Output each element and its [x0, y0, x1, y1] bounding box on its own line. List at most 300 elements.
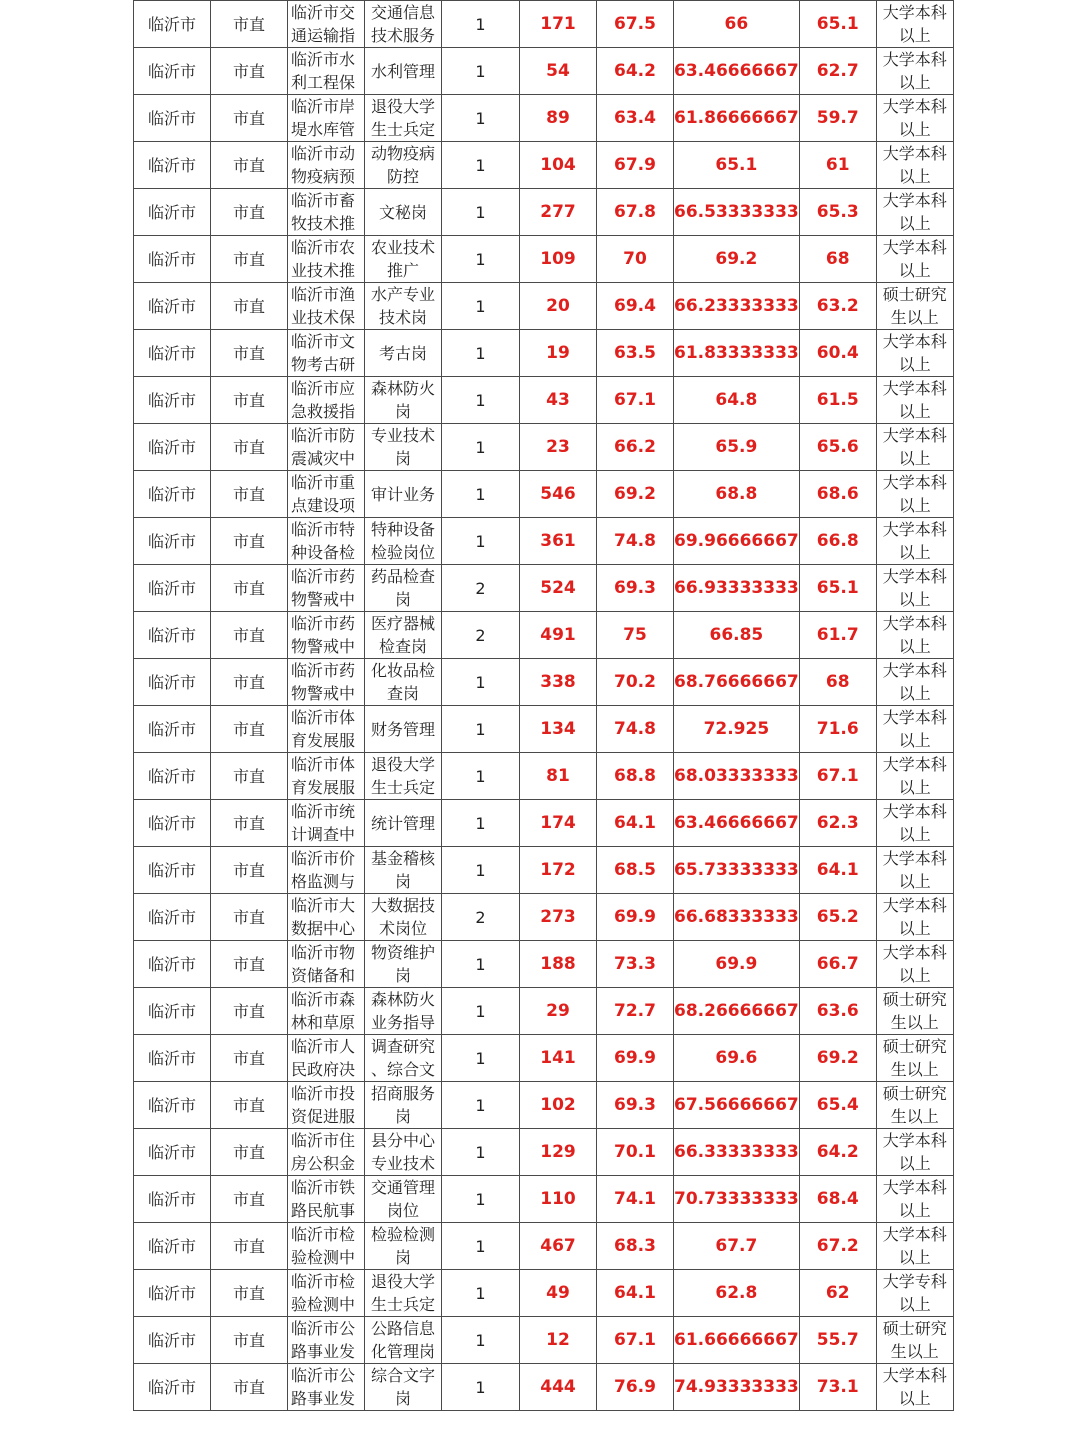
- position-cell: [365, 1129, 442, 1176]
- min-score-cell: 68.6: [799, 471, 876, 518]
- education-cell-line: 生以上: [890, 1107, 939, 1126]
- department-cell-line: 临沂市价: [291, 849, 356, 868]
- position-cell-line: 岗: [394, 1389, 411, 1408]
- position-cell-line: 化管理岗: [370, 1342, 435, 1361]
- min-score-cell: 64.2: [799, 1129, 876, 1176]
- level-cell: 市直: [211, 1317, 288, 1364]
- position-cell-line: 岗: [394, 590, 411, 609]
- quota-cell: 1: [442, 377, 520, 424]
- department-cell-line: 房公积金: [291, 1154, 356, 1173]
- position-cell: [365, 330, 442, 377]
- quota-cell: 1: [442, 988, 520, 1035]
- department-cell: [288, 988, 365, 1035]
- position-cell: [365, 236, 442, 283]
- city-cell: 临沂市: [134, 1129, 211, 1176]
- quota-cell: 1: [442, 471, 520, 518]
- education-cell: [876, 612, 953, 659]
- position-cell-line: 特种设备: [370, 520, 435, 539]
- department-cell-line: 验检测中: [291, 1295, 356, 1314]
- quota-cell: 1: [442, 48, 520, 95]
- applicants-cell: 491: [520, 612, 597, 659]
- department-cell: [288, 236, 365, 283]
- avg-score-cell: 66.53333333: [674, 189, 800, 236]
- department-cell-line: 震减灾中: [291, 449, 356, 468]
- position-cell-line: 推广: [386, 261, 419, 280]
- table-row: [134, 189, 954, 236]
- applicants-cell: 29: [520, 988, 597, 1035]
- department-cell-line: 物警戒中: [291, 590, 356, 609]
- table-row: [134, 847, 954, 894]
- position-cell-line: 物资维护: [370, 943, 435, 962]
- level-cell: 市直: [211, 988, 288, 1035]
- table-row: [134, 565, 954, 612]
- position-cell-line: 考古岗: [378, 343, 427, 363]
- quota-cell: 2: [442, 612, 520, 659]
- quota-cell: 1: [442, 659, 520, 706]
- level-cell: 市直: [211, 1270, 288, 1317]
- education-cell-line: 大学本科: [882, 802, 947, 821]
- education-cell: [876, 142, 953, 189]
- position-cell-line: 检查岗: [378, 637, 427, 656]
- education-cell-line: 大学本科: [882, 755, 947, 774]
- department-cell: [288, 1223, 365, 1270]
- department-cell-line: 临沂市特: [291, 520, 356, 539]
- education-cell-line: 以上: [898, 825, 931, 844]
- position-cell-line: 退役大学: [370, 1272, 435, 1291]
- table-row: [134, 518, 954, 565]
- applicants-cell: 23: [520, 424, 597, 471]
- city-cell: 临沂市: [134, 377, 211, 424]
- position-cell: [365, 1082, 442, 1129]
- max-score-cell: 66.2: [597, 424, 674, 471]
- position-cell-line: 岗: [394, 1107, 411, 1126]
- city-cell: 临沂市: [134, 1270, 211, 1317]
- applicants-cell: 19: [520, 330, 597, 377]
- education-cell-line: 以上: [898, 496, 931, 515]
- education-cell-line: 大学本科: [882, 50, 947, 69]
- quota-cell: 1: [442, 1270, 520, 1317]
- department-cell-line: 物考古研: [291, 355, 356, 374]
- city-cell: 临沂市: [134, 1364, 211, 1411]
- education-cell-line: 以上: [898, 1389, 931, 1408]
- department-cell-line: 物警戒中: [291, 684, 356, 703]
- city-cell: 临沂市: [134, 471, 211, 518]
- education-cell-line: 以上: [898, 449, 931, 468]
- department-cell: [288, 1035, 365, 1082]
- education-cell-line: 以上: [898, 966, 931, 985]
- department-cell-line: 业技术推: [291, 261, 356, 280]
- position-cell-line: 专业技术: [370, 426, 435, 445]
- applicants-cell: 129: [520, 1129, 597, 1176]
- quota-cell: 1: [442, 847, 520, 894]
- position-cell: [365, 612, 442, 659]
- education-cell-line: 大学本科: [882, 473, 947, 492]
- quota-cell: 1: [442, 1129, 520, 1176]
- department-cell-line: 临沂市检: [291, 1272, 356, 1291]
- position-cell-line: 调查研究: [370, 1037, 435, 1056]
- position-cell: [365, 48, 442, 95]
- max-score-cell: 74.8: [597, 706, 674, 753]
- education-cell-line: 以上: [898, 1295, 931, 1314]
- avg-score-cell: 70.73333333: [674, 1176, 800, 1223]
- education-cell-line: 大学本科: [882, 332, 947, 351]
- max-score-cell: 74.1: [597, 1176, 674, 1223]
- table-row: [134, 1, 954, 48]
- applicants-cell: 104: [520, 142, 597, 189]
- avg-score-cell: 66.68333333: [674, 894, 800, 941]
- min-score-cell: 65.2: [799, 894, 876, 941]
- applicants-cell: 89: [520, 95, 597, 142]
- max-score-cell: 69.9: [597, 894, 674, 941]
- department-cell-line: 临沂市药: [291, 567, 356, 586]
- position-cell-line: 统计管理: [370, 813, 435, 833]
- education-cell-line: 大学本科: [882, 426, 947, 445]
- max-score-cell: 64.1: [597, 1270, 674, 1317]
- department-cell-line: 临沂市文: [291, 332, 356, 351]
- department-cell-line: 格监测与: [291, 872, 356, 891]
- position-cell: [365, 1176, 442, 1223]
- max-score-cell: 63.5: [597, 330, 674, 377]
- quota-cell: 1: [442, 142, 520, 189]
- table-row: [134, 1270, 954, 1317]
- max-score-cell: 68.5: [597, 847, 674, 894]
- min-score-cell: 68: [799, 659, 876, 706]
- education-cell-line: 大学本科: [882, 896, 947, 915]
- education-cell-line: 大学本科: [882, 520, 947, 539]
- min-score-cell: 73.1: [799, 1364, 876, 1411]
- min-score-cell: 68: [799, 236, 876, 283]
- avg-score-cell: 69.96666667: [674, 518, 800, 565]
- table-row: [134, 236, 954, 283]
- position-cell: [365, 1270, 442, 1317]
- position-cell-line: 水利管理: [370, 61, 435, 81]
- city-cell: 临沂市: [134, 565, 211, 612]
- education-cell-line: 以上: [898, 355, 931, 374]
- avg-score-cell: 69.9: [674, 941, 800, 988]
- position-cell-line: 水产专业: [370, 285, 435, 304]
- max-score-cell: 69.9: [597, 1035, 674, 1082]
- quota-cell: 1: [442, 236, 520, 283]
- max-score-cell: 63.4: [597, 95, 674, 142]
- min-score-cell: 66.8: [799, 518, 876, 565]
- department-cell-line: 临沂市农: [291, 238, 356, 257]
- position-cell-line: 森林防火: [370, 379, 435, 398]
- education-cell: [876, 1364, 953, 1411]
- education-cell-line: 大学本科: [882, 708, 947, 727]
- department-cell-line: 资促进服: [291, 1107, 356, 1126]
- level-cell: 市直: [211, 95, 288, 142]
- position-cell: [365, 941, 442, 988]
- position-cell: [365, 706, 442, 753]
- position-cell-line: 技术岗: [378, 308, 427, 327]
- level-cell: 市直: [211, 753, 288, 800]
- min-score-cell: 63.2: [799, 283, 876, 330]
- position-cell-line: 术岗位: [378, 919, 427, 938]
- department-cell-line: 临沂市人: [291, 1037, 356, 1056]
- avg-score-cell: 72.925: [674, 706, 800, 753]
- avg-score-cell: 66.23333333: [674, 283, 800, 330]
- avg-score-cell: 63.46666667: [674, 800, 800, 847]
- quota-cell: 1: [442, 1082, 520, 1129]
- quota-cell: 1: [442, 1, 520, 48]
- quota-cell: 1: [442, 424, 520, 471]
- min-score-cell: 61.5: [799, 377, 876, 424]
- min-score-cell: 55.7: [799, 1317, 876, 1364]
- department-cell-line: 点建设项: [291, 496, 356, 515]
- max-score-cell: 69.3: [597, 565, 674, 612]
- city-cell: 临沂市: [134, 424, 211, 471]
- city-cell: 临沂市: [134, 988, 211, 1035]
- education-cell-line: 大学本科: [882, 144, 947, 163]
- quota-cell: 1: [442, 941, 520, 988]
- education-cell: [876, 988, 953, 1035]
- education-cell: [876, 1, 953, 48]
- max-score-cell: 67.5: [597, 1, 674, 48]
- city-cell: 临沂市: [134, 518, 211, 565]
- position-cell-line: 医疗器械: [370, 614, 435, 633]
- department-cell: [288, 1129, 365, 1176]
- table-row: [134, 95, 954, 142]
- department-cell-line: 临沂市物: [291, 943, 356, 962]
- city-cell: 临沂市: [134, 142, 211, 189]
- position-cell: [365, 142, 442, 189]
- max-score-cell: 64.1: [597, 800, 674, 847]
- applicants-cell: 546: [520, 471, 597, 518]
- quota-cell: 1: [442, 518, 520, 565]
- city-cell: 临沂市: [134, 48, 211, 95]
- education-cell-line: 大学本科: [882, 943, 947, 962]
- education-cell: [876, 424, 953, 471]
- level-cell: 市直: [211, 1223, 288, 1270]
- applicants-cell: 524: [520, 565, 597, 612]
- max-score-cell: 74.8: [597, 518, 674, 565]
- min-score-cell: 61.7: [799, 612, 876, 659]
- level-cell: 市直: [211, 565, 288, 612]
- position-cell-line: 大数据技: [370, 896, 435, 915]
- department-cell-line: 临沂市药: [291, 661, 356, 680]
- education-cell-line: 以上: [898, 26, 931, 45]
- avg-score-cell: 67.7: [674, 1223, 800, 1270]
- quota-cell: 1: [442, 1035, 520, 1082]
- education-cell-line: 大学本科: [882, 1178, 947, 1197]
- max-score-cell: 70: [597, 236, 674, 283]
- department-cell-line: 临沂市畜: [291, 191, 356, 210]
- department-cell-line: 育发展服: [291, 731, 356, 750]
- education-cell-line: 以上: [898, 590, 931, 609]
- level-cell: 市直: [211, 894, 288, 941]
- table-row: [134, 471, 954, 518]
- table-row: [134, 424, 954, 471]
- table-row: [134, 1317, 954, 1364]
- max-score-cell: 68.3: [597, 1223, 674, 1270]
- applicants-cell: 171: [520, 1, 597, 48]
- department-cell-line: 物疫病预: [291, 167, 356, 186]
- position-cell: [365, 95, 442, 142]
- department-cell-line: 临沂市水: [291, 50, 356, 69]
- min-score-cell: 63.6: [799, 988, 876, 1035]
- position-cell-line: 药品检查: [370, 567, 435, 586]
- min-score-cell: 71.6: [799, 706, 876, 753]
- department-cell-line: 临沂市交: [291, 3, 356, 22]
- education-cell-line: 以上: [898, 1154, 931, 1173]
- position-cell: [365, 800, 442, 847]
- education-cell: [876, 1317, 953, 1364]
- education-cell: [876, 1223, 953, 1270]
- position-cell-line: 检验检测: [370, 1225, 435, 1244]
- department-cell-line: 种设备检: [291, 543, 356, 562]
- table-row: [134, 1364, 954, 1411]
- avg-score-cell: 64.8: [674, 377, 800, 424]
- department-cell-line: 临沂市公: [291, 1366, 356, 1385]
- min-score-cell: 69.2: [799, 1035, 876, 1082]
- max-score-cell: 70.2: [597, 659, 674, 706]
- city-cell: 临沂市: [134, 894, 211, 941]
- department-cell: [288, 753, 365, 800]
- department-cell: [288, 283, 365, 330]
- education-cell: [876, 377, 953, 424]
- applicants-cell: 467: [520, 1223, 597, 1270]
- city-cell: 临沂市: [134, 330, 211, 377]
- table-row: [134, 330, 954, 377]
- max-score-cell: 76.9: [597, 1364, 674, 1411]
- level-cell: 市直: [211, 471, 288, 518]
- avg-score-cell: 66.33333333: [674, 1129, 800, 1176]
- table-row: [134, 941, 954, 988]
- department-cell-line: 物警戒中: [291, 637, 356, 656]
- education-cell-line: 大学本科: [882, 1225, 947, 1244]
- applicants-cell: 109: [520, 236, 597, 283]
- education-cell: [876, 189, 953, 236]
- department-cell: [288, 142, 365, 189]
- table-row: [134, 988, 954, 1035]
- department-cell-line: 临沂市渔: [291, 285, 356, 304]
- level-cell: 市直: [211, 1129, 288, 1176]
- city-cell: 临沂市: [134, 1082, 211, 1129]
- avg-score-cell: 65.1: [674, 142, 800, 189]
- table-row: [134, 1035, 954, 1082]
- department-cell-line: 临沂市统: [291, 802, 356, 821]
- level-cell: 市直: [211, 236, 288, 283]
- level-cell: 市直: [211, 941, 288, 988]
- education-cell-line: 以上: [898, 1248, 931, 1267]
- city-cell: 临沂市: [134, 189, 211, 236]
- table-row: [134, 706, 954, 753]
- level-cell: 市直: [211, 424, 288, 471]
- position-cell-line: 化妆品检: [370, 661, 435, 680]
- quota-cell: 1: [442, 330, 520, 377]
- department-cell: [288, 800, 365, 847]
- education-cell: [876, 518, 953, 565]
- avg-score-cell: 65.73333333: [674, 847, 800, 894]
- score-table: [133, 0, 954, 1411]
- education-cell: [876, 565, 953, 612]
- applicants-cell: 20: [520, 283, 597, 330]
- position-cell-line: 查岗: [386, 684, 419, 703]
- position-cell: [365, 1035, 442, 1082]
- avg-score-cell: 62.8: [674, 1270, 800, 1317]
- avg-score-cell: 74.93333333: [674, 1364, 800, 1411]
- position-cell-line: 文秘岗: [378, 202, 427, 222]
- min-score-cell: 67.2: [799, 1223, 876, 1270]
- education-cell: [876, 283, 953, 330]
- education-cell-line: 以上: [898, 402, 931, 421]
- level-cell: 市直: [211, 847, 288, 894]
- department-cell-line: 民政府决: [291, 1060, 356, 1079]
- position-cell-line: 岗: [394, 966, 411, 985]
- education-cell-line: 大学本科: [882, 97, 947, 116]
- department-cell: [288, 1082, 365, 1129]
- education-cell: [876, 48, 953, 95]
- max-score-cell: 67.8: [597, 189, 674, 236]
- applicants-cell: 141: [520, 1035, 597, 1082]
- avg-score-cell: 67.56666667: [674, 1082, 800, 1129]
- department-cell-line: 临沂市岸: [291, 97, 356, 116]
- applicants-cell: 172: [520, 847, 597, 894]
- department-cell-line: 利工程保: [291, 73, 356, 92]
- position-cell: [365, 1364, 442, 1411]
- table-row: [134, 1082, 954, 1129]
- quota-cell: 1: [442, 1317, 520, 1364]
- position-cell: [365, 659, 442, 706]
- department-cell: [288, 1, 365, 48]
- city-cell: 临沂市: [134, 706, 211, 753]
- max-score-cell: 64.2: [597, 48, 674, 95]
- education-cell-line: 以上: [898, 73, 931, 92]
- education-cell-line: 以上: [898, 167, 931, 186]
- min-score-cell: 62.7: [799, 48, 876, 95]
- department-cell: [288, 847, 365, 894]
- education-cell-line: 大学本科: [882, 1366, 947, 1385]
- education-cell-line: 大学本科: [882, 379, 947, 398]
- position-cell: [365, 1, 442, 48]
- min-score-cell: 61: [799, 142, 876, 189]
- position-cell: [365, 471, 442, 518]
- department-cell-line: 临沂市动: [291, 144, 356, 163]
- department-cell-line: 路事业发: [291, 1342, 356, 1361]
- table-row: [134, 1223, 954, 1270]
- min-score-cell: 60.4: [799, 330, 876, 377]
- department-cell: [288, 1364, 365, 1411]
- education-cell-line: 以上: [898, 214, 931, 233]
- level-cell: 市直: [211, 1035, 288, 1082]
- table-row: [134, 283, 954, 330]
- applicants-cell: 174: [520, 800, 597, 847]
- position-cell: [365, 189, 442, 236]
- applicants-cell: 444: [520, 1364, 597, 1411]
- education-cell-line: 以上: [898, 261, 931, 280]
- department-cell: [288, 424, 365, 471]
- education-cell: [876, 847, 953, 894]
- education-cell: [876, 1035, 953, 1082]
- department-cell-line: 牧技术推: [291, 214, 356, 233]
- position-cell-line: 、综合文: [370, 1060, 435, 1079]
- department-cell-line: 临沂市森: [291, 990, 356, 1009]
- position-cell-line: 交通管理: [370, 1178, 435, 1197]
- applicants-cell: 338: [520, 659, 597, 706]
- education-cell-line: 生以上: [890, 1342, 939, 1361]
- position-cell-line: 生士兵定: [370, 778, 435, 797]
- position-cell-line: 森林防火: [370, 990, 435, 1009]
- department-cell-line: 急救援指: [291, 402, 356, 421]
- position-cell: [365, 988, 442, 1035]
- department-cell-line: 临沂市药: [291, 614, 356, 633]
- city-cell: 临沂市: [134, 1, 211, 48]
- department-cell: [288, 377, 365, 424]
- position-cell-line: 交通信息: [370, 3, 435, 22]
- avg-score-cell: 66.85: [674, 612, 800, 659]
- min-score-cell: 65.4: [799, 1082, 876, 1129]
- department-cell-line: 临沂市重: [291, 473, 356, 492]
